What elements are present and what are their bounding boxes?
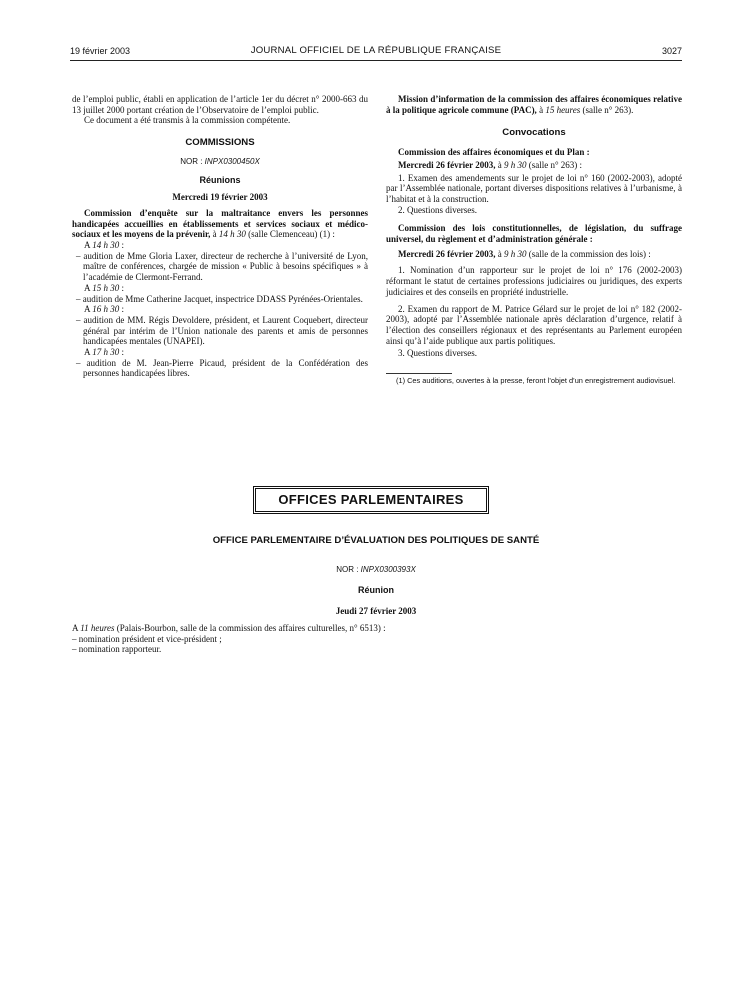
office-meeting-date: Jeudi 27 février 2003 xyxy=(335,606,417,617)
nor-label: NOR : xyxy=(180,156,205,166)
agenda-item: 2. Questions diverses. xyxy=(398,204,477,215)
commission-time: 14 h 30 xyxy=(218,229,246,240)
nor-reference xyxy=(72,157,368,168)
intro-transmission: Ce document a été transmis à la commission compétente. xyxy=(84,115,291,126)
commission-lois-title: Commission des lois constitutionnelles, de législation, du suffrage universel, du règlement et d’administration générale : xyxy=(386,223,682,245)
mission-information: Mission d’information de la commission des affaires économiques relative à la politique agricole commune (PAC), à 15 heures (salle n° 263). xyxy=(386,94,682,115)
page-number: 3027 xyxy=(661,46,682,56)
footnote: (1) Ces auditions, ouvertes à la presse, feront l’objet d’un enregistrement audiovisuel. xyxy=(396,376,676,386)
agenda-item: 1. Examen des amendements sur le projet de loi n° 160 (2002-2003), adopté par l’Assemblée nationale, portant diverses dispositions relatives à l’urbanisme, à l’habitat et à la construction. xyxy=(386,172,682,204)
office-section xyxy=(72,536,680,655)
office-nor-reference: NOR : INPX0300393X xyxy=(336,564,416,574)
office-title: OFFICE PARLEMENTAIRE D’ÉVALUATION DES POLITIQUES DE SANTÉ xyxy=(212,535,540,546)
header-rule xyxy=(70,60,682,61)
commission-economic-date: Mercredi 26 février 2003, à 9 h 30 (salle n° 263) : xyxy=(398,159,583,170)
section-title-commissions: COMMISSIONS xyxy=(185,137,255,149)
hearing-item: – audition de MM. Régis Devoldere, président, et Laurent Coquebert, directeur général par intérim de l’Union nationale des parents et amis de personnes handicapées mentales (UNAPEI). xyxy=(76,314,368,347)
mission-name: Mission d’information de la commission des affaires économiques relative à la politique agricole commune (PAC), xyxy=(386,94,682,115)
commission-economic-title: Commission des affaires économiques et du Plan : xyxy=(398,147,590,158)
reunions-heading: Réunions xyxy=(199,174,241,185)
page-header xyxy=(70,44,682,60)
hearing-item: – audition de Mme Catherine Jacquet, inspectrice DDASS Pyrénées-Orientales. xyxy=(76,293,363,304)
nor-code: INPX0300450X xyxy=(204,156,260,166)
intro-paragraph: de l’emploi public, établi en application de l’article 1er du décret n° 2000-663 du 13 juillet 2000 portant création de l’Observatoire de l’emploi public. xyxy=(72,94,368,115)
hearing-time: A 15 h 30 : xyxy=(84,282,125,293)
header-date: 19 février 2003 xyxy=(70,46,131,56)
meeting-date: Mercredi 19 février 2003 xyxy=(172,192,268,203)
agenda-item: 1. Nomination d’un rapporteur sur le projet de loi n° 176 (2002-2003) réformant le statut de certaines professions judiciaires ou juridiques, des experts judiciaires et des conseils en propriété industrielle. xyxy=(386,265,682,297)
footnote-separator xyxy=(386,373,452,374)
offices-parlementaires-box: OFFICES PARLEMENTAIRES xyxy=(253,486,489,514)
office-reunion-heading: Réunion xyxy=(358,585,394,596)
convocations-heading: Convocations xyxy=(502,127,566,139)
hearing-item: – audition de Mme Gloria Laxer, directeur de recherche à l’université de Lyon, maître de conférences, chargée de mission « Public à besoins spécifiques » à l’académie de Clermont-Ferrand. xyxy=(76,250,368,283)
right-column xyxy=(386,94,682,385)
hearing-time: A 17 h 30 : xyxy=(84,347,125,358)
journal-title: JOURNAL OFFICIEL DE LA RÉPUBLIQUE FRANÇAISE xyxy=(250,45,502,56)
office-meeting-time: A 11 heures (Palais-Bourbon, salle de la commission des affaires culturelles, n° 6513) : xyxy=(72,622,386,633)
office-agenda-item: – nomination président et vice-président ; xyxy=(72,633,222,644)
agenda-item: 3. Questions diverses. xyxy=(398,348,477,359)
commission-lois-date: Mercredi 26 février 2003, à 9 h 30 (salle de la commission des lois) : xyxy=(398,248,651,259)
commission-enquete: Commission d’enquête sur la maltraitance envers les personnes handicapées accueillies en établissements et services sociaux et médico-sociaux et les moyens de la prévenir, à 14 h 30 (salle Clemenceau) (1) : xyxy=(72,207,368,240)
left-column xyxy=(72,94,368,379)
office-agenda-item: – nomination rapporteur. xyxy=(72,644,162,655)
office-nor-code: INPX0300393X xyxy=(360,564,416,574)
hearing-time: A 14 h 30 : xyxy=(84,240,125,251)
hearing-item: – audition de M. Jean-Pierre Picaud, président de la Confédération des personnes handicapées libres. xyxy=(76,357,368,379)
hearing-time: A 16 h 30 : xyxy=(84,304,125,315)
commission-name: Commission d’enquête sur la maltraitance envers les personnes handicapées accueillies en établissements et services sociaux et médico-sociaux et les moyens de la prévenir, xyxy=(72,207,368,240)
mission-time: 15 heures xyxy=(545,104,581,115)
agenda-item: 2. Examen du rapport de M. Patrice Gélard sur le projet de loi n° 182 (2002-2003), adopté par l’Assemblée nationale après déclaration d’urgence, relatif à l’élection des conseillers régionaux et des représentants au Parlement européen ainsi qu’à l’aide publique aux partis politiques. xyxy=(386,303,682,346)
